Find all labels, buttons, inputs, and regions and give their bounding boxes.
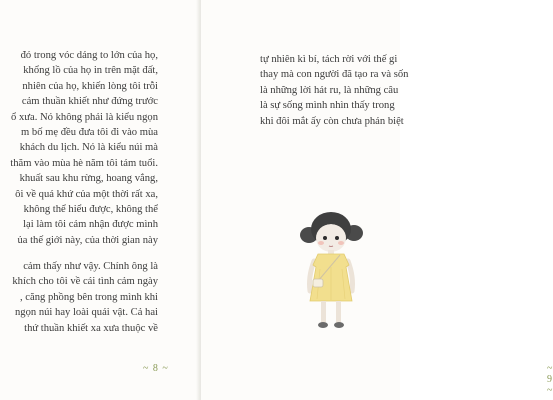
- text-line: lại làm tôi cảm nhận được mình: [23, 219, 158, 231]
- text-line: khuất sau khu rừng, hoang vắng,: [19, 173, 158, 185]
- text-line: khách du lịch. Nó là kiểu núi mà: [19, 142, 158, 154]
- text-line: nhiên của họ, khiến lòng tôi trỗi: [22, 80, 158, 92]
- right-page: [201, 0, 553, 400]
- text-line: khổng lồ của họ in trên mặt đất,: [23, 65, 158, 77]
- text-line: cảm thấy như vậy. Chính ông là: [23, 261, 158, 273]
- text-line: , căng phồng bên trong mình khi: [20, 291, 158, 303]
- text-line: thăm vào mùa hè năm tôi tám tuổi.: [10, 157, 158, 169]
- left-page-text: [10, 48, 158, 336]
- paragraph-gap: [10, 248, 158, 259]
- text-line: khi đôi mắt ấy còn chưa phán biệt: [260, 115, 404, 127]
- girl-in-yellow-dress-icon: [296, 205, 381, 333]
- page-number-right: ~ 9 ~: [547, 363, 553, 396]
- text-line: cảm thuần khiết như đứng trước: [21, 96, 158, 108]
- text-line: là những lời hát ru, là những câu: [260, 84, 399, 96]
- right-page-text: [260, 52, 408, 129]
- text-line: ổ xưa. Nó không phải là kiểu ngọn: [11, 111, 158, 123]
- text-line: m bố mẹ đều đưa tôi đi vào mùa: [21, 126, 158, 138]
- text-line: ủa thế giới này, của thời gian này: [17, 234, 158, 246]
- text-line: thay mà con người đã tạo ra và sốn: [260, 69, 409, 81]
- text-line: ngọn núi hay loài quái vật. Cả hai: [15, 307, 158, 319]
- text-line: là sự sống mình nhìn thấy trong: [260, 100, 395, 112]
- text-line: đó trong vóc dáng to lớn của họ,: [20, 50, 158, 61]
- left-page: [0, 0, 199, 400]
- text-line: không thể hiểu được, không thể: [23, 203, 158, 215]
- page-number-left: ~ 8 ~: [143, 363, 169, 374]
- text-line: khích cho tôi về cái tình cảm ngày: [12, 276, 158, 288]
- text-line: tự nhiên kì bí, tách rời với thế gi: [260, 54, 398, 65]
- text-line: thứ thuần khiết xa xưa thuộc về: [24, 322, 158, 334]
- text-line: ôi về quá khứ của một thời rất xa,: [15, 188, 158, 200]
